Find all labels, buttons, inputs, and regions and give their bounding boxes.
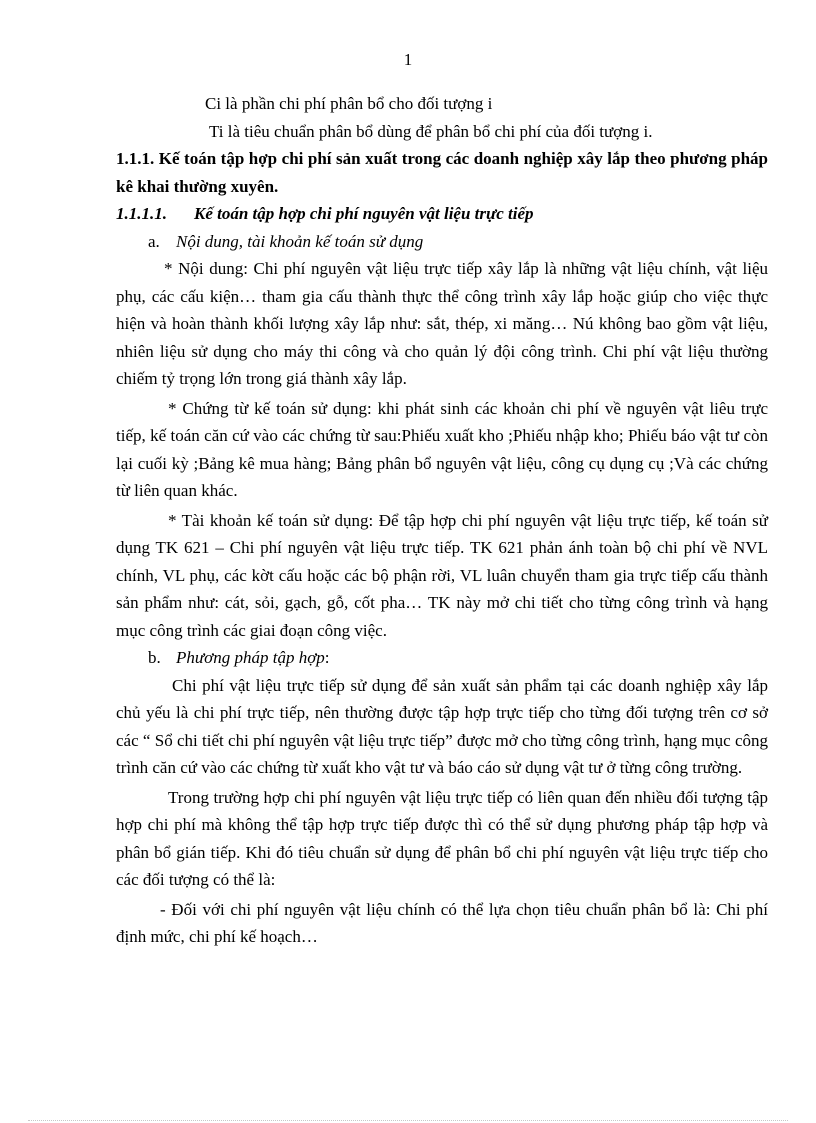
main-heading: 1.1.1. Kế toán tập hợp chi phí sản xuất trong các doanh nghiệp xây lắp theo phương pháp kê khai thường xuyên. <box>116 149 768 196</box>
document-body <box>116 90 768 951</box>
sub-heading <box>116 200 768 228</box>
section-b-suffix: : <box>324 648 330 667</box>
paragraph-phuong-phap-1: Chi phí vật liệu trực tiếp sử dụng để sản xuất sản phẩm tại các doanh nghiệp xây lắp chủ yếu là chi phí trực tiếp, nên thường được tập hợp trực tiếp cho từng đối tượng trên cơ sở các “ Sổ chi tiết chi phí nguyên vật liệu trực tiếp” được mở cho từng công trình, hạng mục công trình căn cứ vào các chứng từ xuất kho vật tư và báo cáo sử dụng vật tư ở từng công trường. <box>116 675 768 777</box>
page-number: 1 <box>403 50 413 69</box>
section-a-label: a. <box>148 231 160 251</box>
paragraph-chung-tu: * Chứng từ kế toán sử dụng: khi phát sinh các khoản chi phí về nguyên vật liêu trực tiếp, kế toán căn cứ vào các chứng từ sau:Phiếu xuất kho ;Phiếu nhập kho; Phiếu báo vật tư còn lại cuối kỳ ;Bảng kê mua hàng; Bảng phân bổ nguyên vật liệu, công cụ dụng cụ ;Và các chứng từ liên quan khác. <box>116 398 768 500</box>
section-a-heading <box>116 228 768 256</box>
paragraph-phuong-phap-3: - Đối với chi phí nguyên vật liệu chính có thể lựa chọn tiêu chuẩn phân bổ là: Chi phí định mức, chi phí kế hoạch… <box>116 899 768 946</box>
sub-heading-title: Kế toán tập hợp chi phí nguyên vật liệu trực tiếp <box>194 204 534 223</box>
section-b-label: b. <box>148 648 161 667</box>
section-b-heading <box>116 644 768 672</box>
section-a-title: Nội dung, tài khoản kế toán sử dụng <box>176 231 424 251</box>
ti-definition: Ti là tiêu chuẩn phân bổ dùng để phân bổ chi phí của đối tượng i. <box>209 121 653 141</box>
ci-definition: Ci là phần chi phí phân bổ cho đối tượng i <box>205 94 493 113</box>
paragraph-phuong-phap-2: Trong trường hợp chi phí nguyên vật liệu trực tiếp có liên quan đến nhiều đối tượng tập hợp chi phí mà không thể tập hợp trực tiếp được thì có thể sử dụng phương pháp tập hợp và phân bổ gián tiếp. Khi đó tiêu chuẩn sử dụng để phân bổ chi phí nguyên vật liệu trực tiếp cho các đối tượng có thể là: <box>116 787 768 889</box>
paragraph-noi-dung: * Nội dung: Chi phí nguyên vật liệu trực tiếp xây lắp là những vật liệu chính, vật liệu phụ, các cấu kiện… tham gia cấu thành thực thể công trình xây lắp hoặc giúp cho việc thực hiện và hoàn thành khối lượng xây lắp như: sắt, thép, xi măng… Nú không bao gồm vật liệu, nhiên liệu sử dụng cho máy thi công và cho quản lý đội công trình. Chi phí vật liệu thường chiếm tỷ trọng lớn trong giá thành xây lắp. <box>116 259 768 388</box>
page-bottom-divider <box>28 1120 788 1121</box>
section-b-title: Phương pháp tập hợp <box>176 648 325 667</box>
paragraph-tai-khoan: * Tài khoản kế toán sử dụng: Để tập hợp chi phí nguyên vật liệu trực tiếp, kế toán sử dụng TK 621 – Chi phí nguyên vật liệu trực tiếp. TK 621 phản ánh toàn bộ chi phí về NVL chính, VL phụ, các kờt cấu hoặc các bộ phận rời, VL luân chuyển tham gia trực tiếp cấu thành sản phẩm như: cát, sỏi, gạch, gỗ, cốt pha… TK này mở chi tiết cho từng công trình và hạng mục công trình các giai đoạn công việc. <box>116 510 768 640</box>
sub-heading-number: 1.1.1.1. <box>116 204 167 223</box>
